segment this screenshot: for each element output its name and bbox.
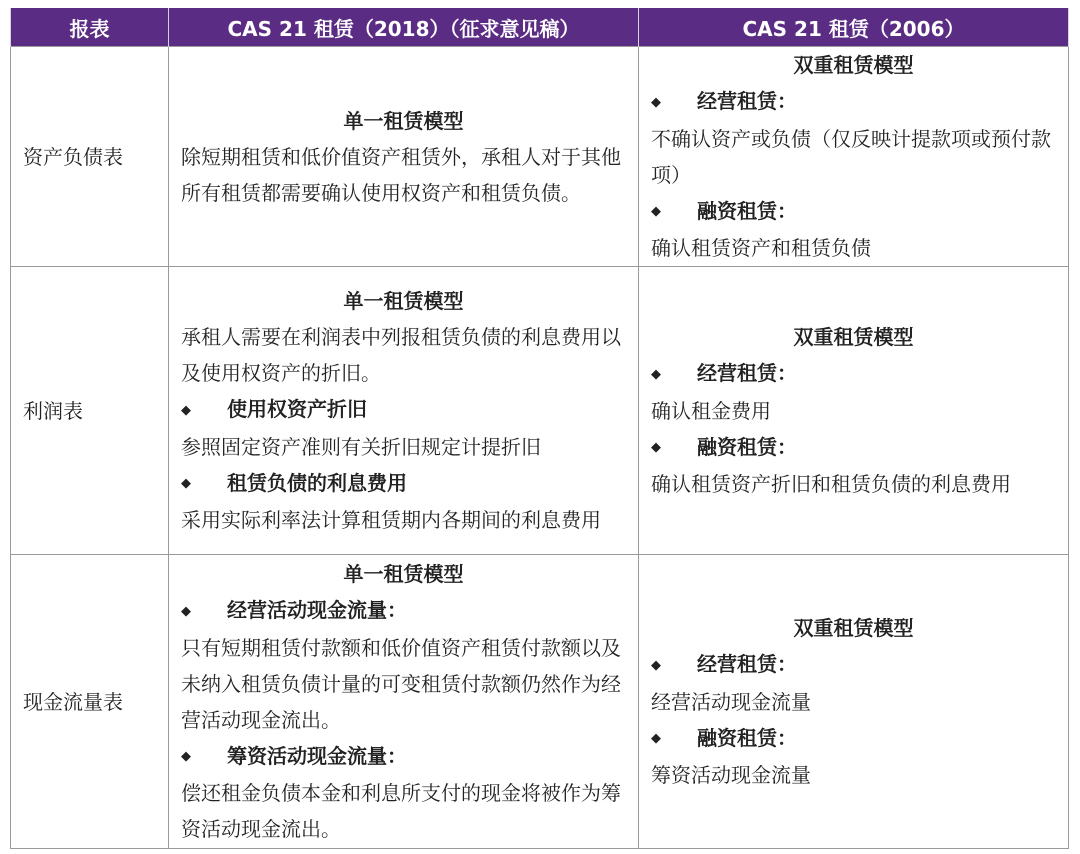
table-row-income-statement — [11, 267, 1069, 555]
cell-text: 偿还租金负债本金和利息所支付的现金将被作为筹资活动现金流出。 — [181, 781, 621, 841]
cell-text: 采用实际利率法计算租赁期内各期间的利息费用 — [181, 508, 601, 532]
diamond-bullet-icon: ◆ — [651, 204, 661, 219]
diamond-bullet-icon: ◆ — [651, 440, 661, 455]
cell-new-standard — [169, 555, 639, 849]
cell-text: 参照固定资产准则有关折旧规定计提折旧 — [181, 434, 541, 459]
model-title: 单一租赁模型 — [343, 108, 464, 133]
diamond-bullet-icon: ◆ — [651, 731, 661, 746]
diamond-bullet-icon: ◆ — [181, 402, 191, 418]
cell-text: 承租人需要在利润表中列报租赁负债的利息费用以及使用权资产的折旧。 — [181, 325, 621, 385]
bullet-heading: ◆ 融资租赁： — [651, 429, 1056, 467]
header-cas21-2006: CAS 21 租赁（2006） — [639, 8, 1069, 47]
header-report: 报表 — [11, 8, 169, 47]
bullet-heading: ◆ 经营租赁： — [651, 355, 1056, 393]
bullet-heading: ◆ 筹资活动现金流量： — [181, 738, 626, 776]
cell-new-standard — [169, 47, 639, 267]
cell-text: 不确认资产或负债（仅反映计提款项或预付款项） — [651, 126, 1051, 187]
cell-text: 确认租金费用 — [651, 398, 771, 423]
diamond-bullet-icon: ◆ — [181, 476, 191, 491]
model-title: 双重租赁模型 — [793, 325, 914, 349]
bullet-heading: ◆ 融资租赁： — [651, 720, 1056, 758]
bullet-heading: ◆ 融资租赁： — [651, 193, 1056, 231]
cell-old-standard — [639, 267, 1069, 555]
cell-text: 经营活动现金流量 — [651, 689, 811, 714]
model-title: 单一租赁模型 — [343, 562, 464, 586]
bullet-heading: ◆ 经营租赁： — [651, 646, 1056, 684]
diamond-bullet-icon: ◆ — [651, 657, 661, 673]
bullet-heading: ◆ 经营活动现金流量： — [181, 592, 626, 630]
cell-text: 只有短期租赁付款额和低价值资产租赁付款额以及未纳入租赁负债计量的可变租赁付款额仍然作为经营活动现金流出。 — [181, 635, 621, 732]
bullet-heading: ◆ 经营租赁： — [651, 83, 1056, 121]
bullet-heading: ◆ 使用权资产折旧 — [181, 391, 626, 429]
diamond-bullet-icon: ◆ — [651, 94, 661, 110]
cell-new-standard — [169, 267, 639, 555]
cell-text: 筹资活动现金流量 — [651, 763, 811, 787]
cell-text: 确认租赁资产和租赁负债 — [651, 236, 871, 260]
model-title: 单一租赁模型 — [343, 289, 464, 313]
row-label: 现金流量表 — [11, 555, 169, 849]
bullet-heading: ◆ 租赁负债的利息费用 — [181, 465, 626, 503]
cell-old-standard — [639, 555, 1069, 849]
diamond-bullet-icon: ◆ — [181, 749, 191, 764]
model-title: 双重租赁模型 — [793, 53, 914, 77]
diamond-bullet-icon: ◆ — [651, 366, 661, 382]
cell-old-standard — [639, 47, 1069, 267]
header-row — [11, 8, 1069, 47]
cell-text: 除短期租赁和低价值资产租赁外，承租人对于其他所有租赁都需要确认使用权资产和租赁负债。 — [181, 144, 621, 205]
comparison-table — [10, 8, 1069, 849]
header-cas21-2018: CAS 21 租赁（2018）（征求意见稿） — [169, 8, 639, 47]
row-label: 利润表 — [11, 267, 169, 555]
table-row-balance-sheet — [11, 47, 1069, 267]
table-row-cash-flow — [11, 555, 1069, 849]
diamond-bullet-icon: ◆ — [181, 603, 191, 619]
row-label: 资产负债表 — [11, 47, 169, 267]
model-title: 双重租赁模型 — [793, 616, 914, 640]
cell-text: 确认租赁资产折旧和租赁负债的利息费用 — [651, 472, 1011, 496]
